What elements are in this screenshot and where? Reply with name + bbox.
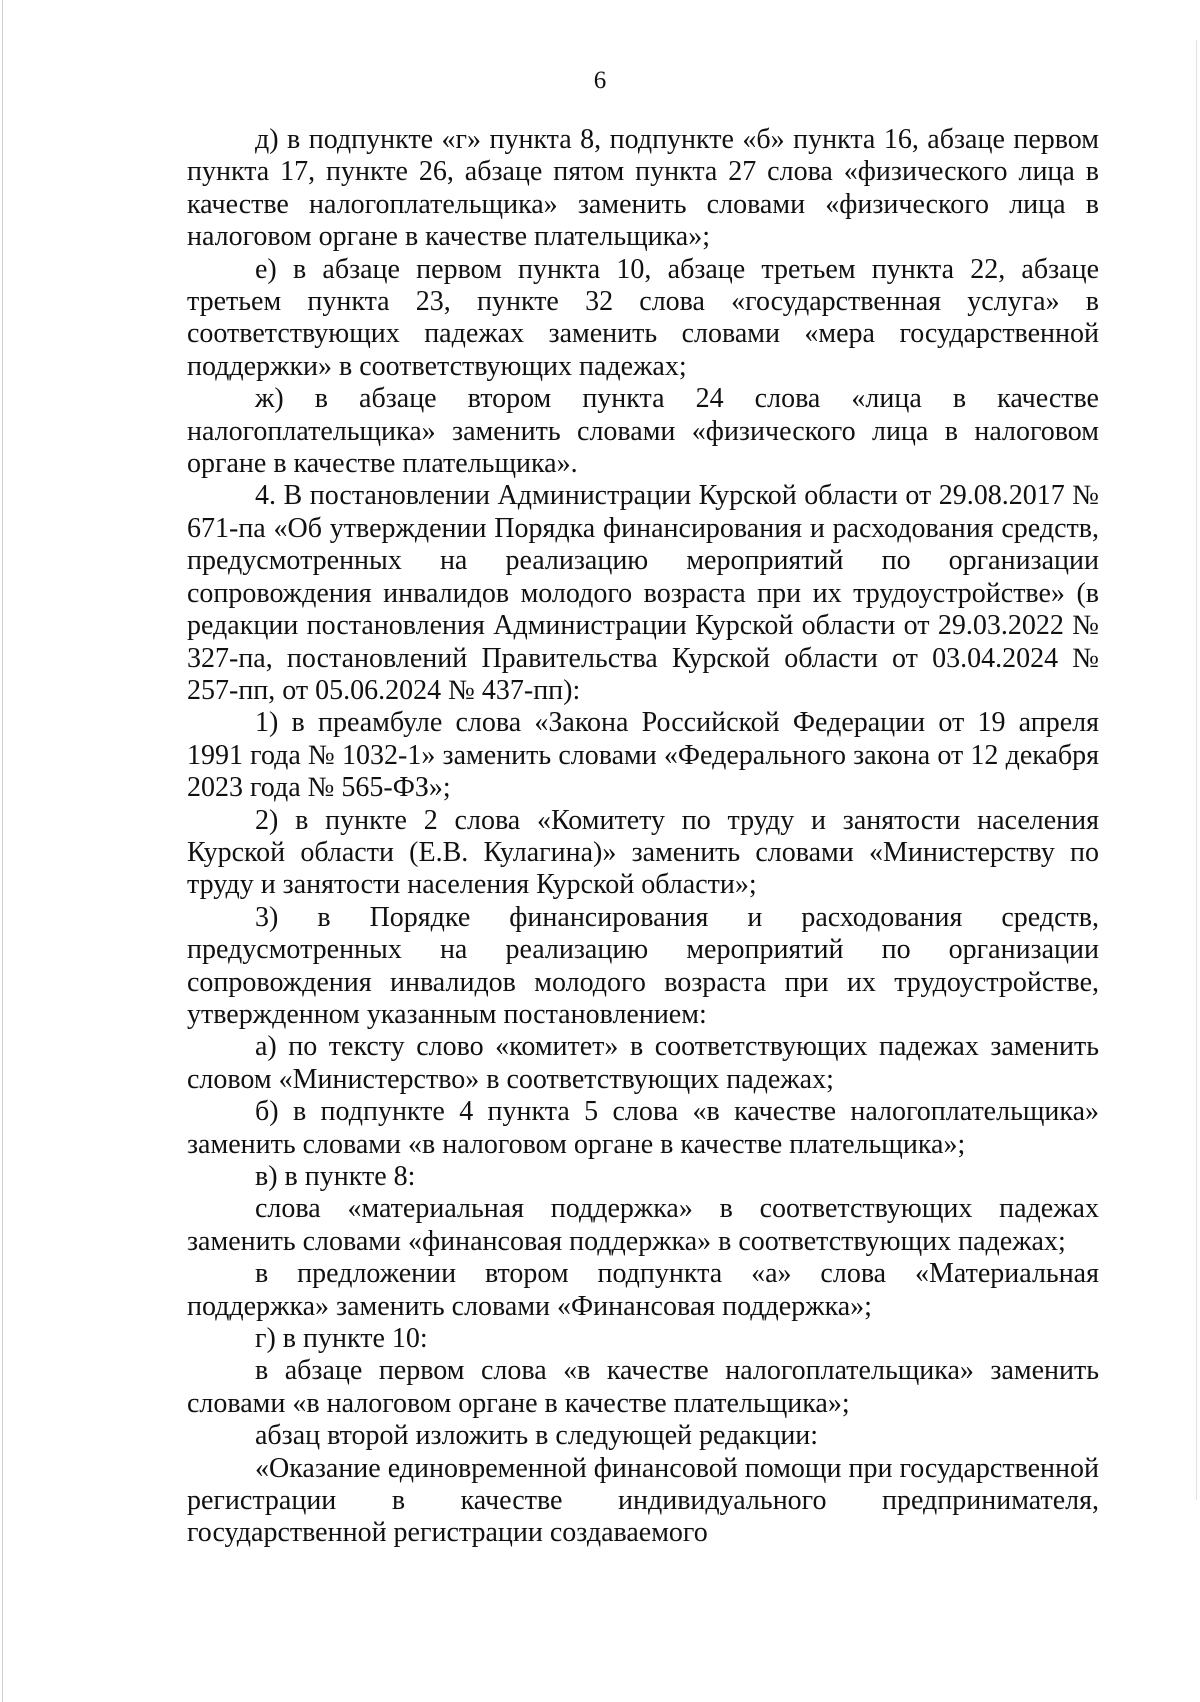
paragraph-d: д) в подпункте «г» пункта 8, подпункте «б» пункта 16, абзаце первом пункта 17, пункте 26, абзаце пятом пункта 27 слова «физического лица в качестве налогоплательщика» заменить словами «физического лица в налоговом органе в качестве плательщика»; [187,124,1099,253]
scan-edge-right [1196,40,1197,1500]
paragraph-g-2: абзац второй изложить в следующей редакции: [255,1420,819,1452]
paragraph-g-1: в абзаце первом слова «в качестве налогоплательщика» заменить словами «в налоговом органе в качестве плательщика»; [187,1355,1099,1419]
paragraph-v-1: слова «материальная поддержка» в соответствующих падежах заменить словами «финансовая поддержка» в соответствующих падежах; [187,1193,1099,1257]
paragraph-item-4: 4. В постановлении Администрации Курской области от 29.08.2017 № 671-па «Об утверждении Порядка финансирования и расходования средств, предусмотренных на реализацию мероприятий по организации сопровождения инвалидов молодого возраста при их трудоустройстве» (в редакции постановления Администрации Курской области от 29.03.2022 № 327-па, постановлений Правительства Курской области от 03.04.2024 № 257-пп, от 05.06.2024 № 437-пп): [187,480,1099,706]
paragraph-a: а) по тексту слово «комитет» в соответствующих падежах заменить словом «Министерство» в соответствующих падежах; [187,1031,1099,1095]
paragraph-zh: ж) в абзаце втором пункта 24 слова «лица в качестве налогоплательщика» заменить словами «физического лица в налоговом органе в качестве плательщика». [187,383,1099,480]
paragraph-g: г) в пункте 10: [255,1323,428,1355]
paragraph-sub-2: 2) в пункте 2 слова «Комитету по труду и занятости населения Курской области (Е.В. Кулагина)» заменить словами «Министерству по труду и занятости населения Курской области»; [187,804,1099,901]
paragraph-sub-3: 3) в Порядке финансирования и расходования средств, предусмотренных на реализацию мероприятий по организации сопровождения инвалидов молодого возраста при их трудоустройстве, утвержденном указанным постановлением: [187,901,1099,1030]
paragraph-sub-1: 1) в преамбуле слова «Закона Российской Федерации от 19 апреля 1991 года № 1032-1» заменить словами «Федерального закона от 12 декабря 2023 года № 565-ФЗ»; [187,707,1099,804]
document-body [187,124,1099,1550]
paragraph-b: б) в подпункте 4 пункта 5 слова «в качестве налогоплательщика» заменить словами «в налоговом органе в качестве плательщика»; [187,1096,1099,1160]
page-number: 6 [593,67,607,94]
paragraph-quote-start: «Оказание единовременной финансовой помощи при государственной регистрации в качестве индивидуального предпринимателя, государственной регистрации создаваемого [187,1452,1099,1549]
paragraph-v: в) в пункте 8: [255,1161,416,1192]
paragraph-e: е) в абзаце первом пункта 10, абзаце третьем пункта 22, абзаце третьем пункта 23, пункте 32 слова «государственная услуга» в соответствующих падежах заменить словами «мера государственной поддержки» в соответствующих падежах; [187,253,1099,382]
scan-edge-left [2,0,3,1702]
paragraph-v-2: в предложении втором подпункта «а» слова «Материальная поддержка» заменить словами «Финансовая поддержка»; [187,1258,1099,1322]
